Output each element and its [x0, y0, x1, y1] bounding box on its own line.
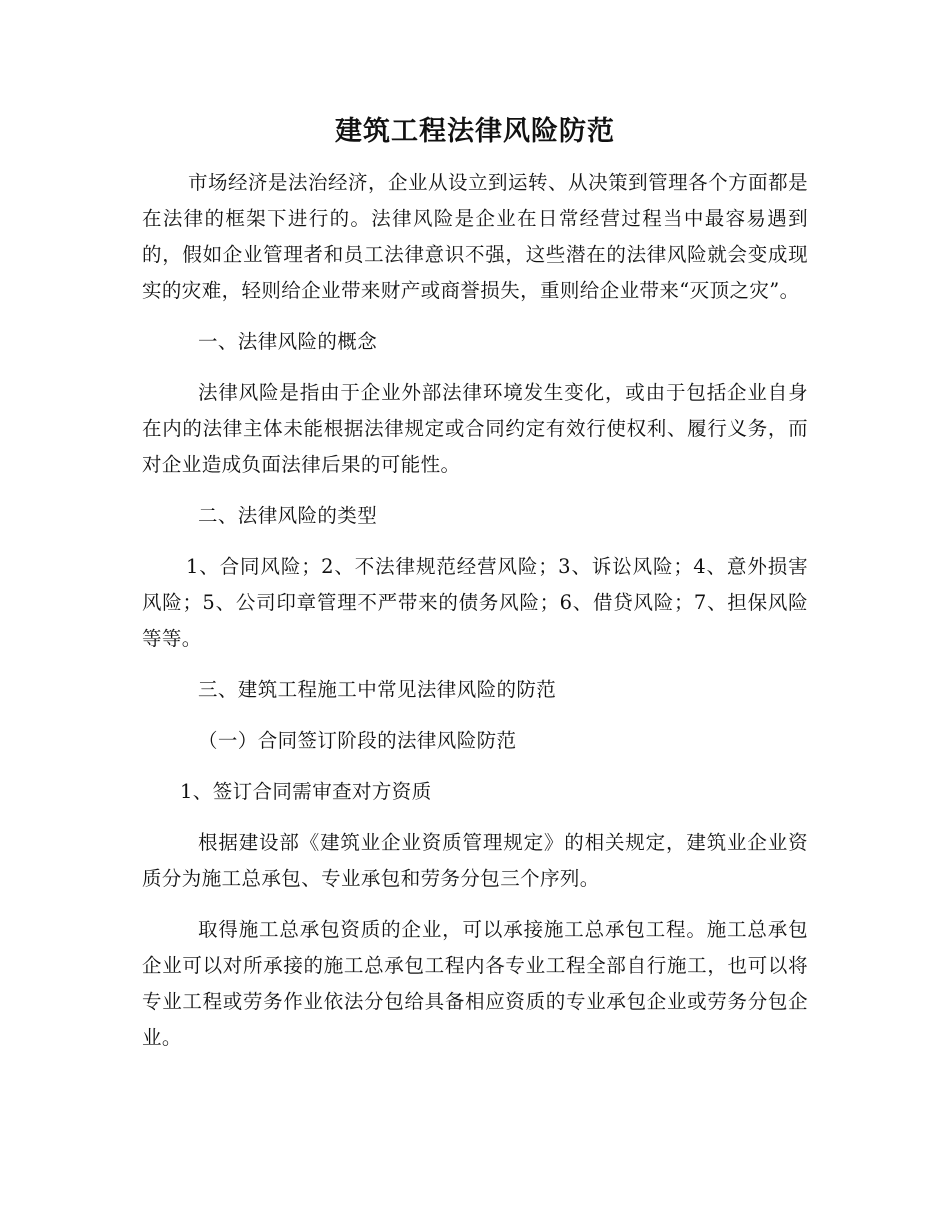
- heading-qualification: 1、签订合同需审查对方资质: [180, 780, 432, 803]
- paragraph-concept: 法律风险是指由于企业外部法律环境发生变化，或由于包括企业自身在内的法律主体未能根据法律规定或合同约定有效行使权利、履行义务，而对企业造成负面法律后果的可能性。: [142, 381, 808, 476]
- document-title: 建筑工程法律风险防范: [335, 116, 615, 147]
- document-body: [142, 165, 808, 1071]
- paragraph-intro: 市场经济是法治经济，企业从设立到运转、从决策到管理各个方面都是在法律的框架下进行的。法律风险是企业在日常经营过程当中最容易遇到的，假如企业管理者和员工法律意识不强，这些潜在的法律风险就会变成现实的灾难，轻则给企业带来财产或商誉损失，重则给企业带来“灭顶之灾”。: [142, 171, 808, 302]
- heading-prevention: 三、建筑工程施工中常见法律风险的防范: [198, 678, 557, 701]
- heading-concept: 一、法律风险的概念: [198, 330, 378, 353]
- paragraph-qualification-rules: 根据建设部《建筑业企业资质管理规定》的相关规定，建筑业企业资质分为施工总承包、专业承包和劳务分包三个序列。: [142, 831, 808, 890]
- paragraph-general-contracting: 取得施工总承包资质的企业，可以承接施工总承包工程。施工总承包企业可以对所承接的施工总承包工程内各专业工程全部自行施工，也可以将专业工程或劳务作业依法分包给具备相应资质的专业承包企业或劳务分包企业。: [142, 918, 808, 1049]
- heading-contract-stage: （一）合同签订阶段的法律风险防范: [198, 729, 517, 752]
- paragraph-types: 1、合同风险；2、不法律规范经营风险；3、诉讼风险；4、意外损害风险；5、公司印章管理不严带来的债务风险；6、借贷风险；7、担保风险等等。: [142, 555, 808, 650]
- heading-types: 二、法律风险的类型: [198, 504, 378, 527]
